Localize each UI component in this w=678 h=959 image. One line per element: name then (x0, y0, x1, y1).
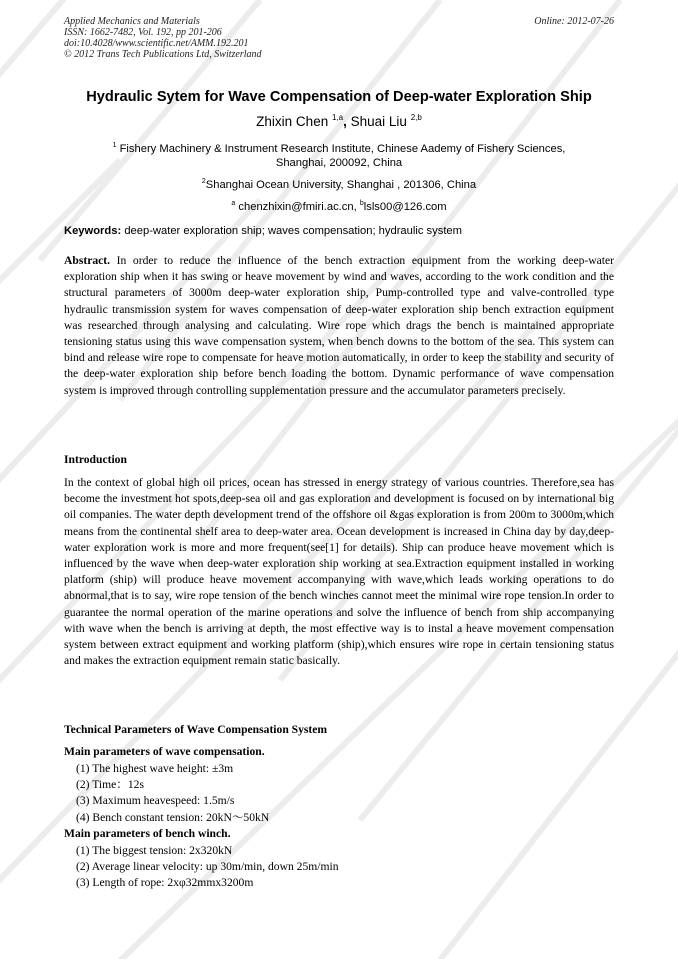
journal-name: Applied Mechanics and Materials (64, 16, 200, 27)
email-mark: a (231, 200, 236, 207)
doi-line: doi:10.4028/www.scientific.net/AMM.192.201 (64, 38, 249, 49)
author-affil-mark: 1,a (331, 113, 344, 122)
abstract-label: Abstract. (64, 254, 111, 267)
author-name: Shuai Liu (350, 114, 407, 129)
email-a: chenzhixin@fmiri.ac.cn, (238, 201, 357, 213)
list-item: (3) Length of rope: 2xφ32mmx3200m (76, 876, 254, 890)
wave-params-list (76, 761, 269, 826)
affiliation-1 (70, 139, 608, 170)
winch-params-heading: Main parameters of bench winch. (64, 827, 231, 840)
keywords-text: deep-water exploration ship; waves compensation; hydraulic system (124, 225, 462, 237)
introduction-heading: Introduction (64, 453, 127, 466)
issn-line: ISSN: 1662-7482, Vol. 192, pp 201-206 (64, 27, 222, 38)
author-affil-mark: 2,b (410, 113, 422, 122)
author-line (40, 113, 638, 129)
journal-header (64, 16, 262, 60)
affil-mark: 1 (112, 142, 117, 149)
affiliation-2 (70, 175, 608, 192)
abstract-text: In order to reduce the influence of the bench extraction equipment from the working deep-water exploration ship when it has swing or heave movement by wind and waves, according to the work condition and the structural parameters of 3000m deep-water exploration ship, Pump-controlled type and valve-controlled type hydraulic transmission system for waves compensation of deep-water exploration ship bench extraction equipment was researched through analysing and calculating. Wire rope which drags the bench is maintained appropriate tensioning status using this wave compensation system, when bench downs to the bottom of the sea. This system can bind and release wire rope to compensate for heave motion automatically, in order to keep the stability and security of the deep-water exploration ship before bench loading the bottom. Dynamic performance of wave compensation system is improved through controlling supplementation pressure and the accumulator parameters precisely. (64, 254, 614, 397)
abstract (64, 253, 614, 399)
affil-text: Shanghai, 200092, China (275, 157, 403, 169)
keywords-label: Keywords: (64, 225, 122, 237)
copyright-line: © 2012 Trans Tech Publications Ltd, Switzerland (64, 49, 262, 60)
wave-params-heading: Main parameters of wave compensation. (64, 745, 265, 758)
winch-params-list (76, 843, 339, 892)
introduction-text: In the context of global high oil prices, ocean has stressed in energy strategy of various countries. Therefore,sea has become the investment hot spots,deep-sea oil and gas exploration and development is focused on by international big oil companies. The water depth development trend of the offshore oil &gas exploration is from 200m to 3000m,which means from the continental shelf area to deep-water area. Ocean development is increased in China day by day,deep-water exploration work is more and more frequent(see[1] for details). Ship can produce heave movement which is influenced by the wave when deep-water exploration ship working at sea.Extraction equipment installed in working platform (ship) will produce heave movement accompanying with wave,which leads working operations to do abnormal,that is to say, wire rope tension of the bench winches cannot meet the minimal wire rope tension.In order to guarantee the normal operation of the marine operations and solve the influence of bench from ship accompanying with wave when the bench is arriving at depth, the most effective way is to instal a heave movement compensation system between extract equipment and working platform (ship),which ensures wire rope in certain tensioning status and makes the extraction equipment remain static basically. (64, 476, 614, 668)
online-date: Online: 2012-07-26 (534, 16, 614, 27)
list-item: (2) Time：12s (76, 778, 144, 792)
list-item: (1) The highest wave height: ±3m (76, 762, 234, 775)
keywords (64, 225, 462, 237)
email-mark: b (359, 200, 364, 207)
list-item: (3) Maximum heavespeed: 1.5m/s (76, 794, 235, 808)
author-emails (70, 197, 608, 214)
paper-title: Hydraulic Sytem for Wave Compensation of Deep-water Exploration Ship (86, 89, 592, 105)
technical-heading: Technical Parameters of Wave Compensation System (64, 723, 328, 736)
affil-mark: 2 (201, 178, 206, 185)
affil-text: Fishery Machinery & Instrument Research Institute, Chinese Aademy of Fishery Sciences, (119, 143, 566, 155)
email-b: lsls00@126.com (363, 201, 447, 213)
author-separator: , (343, 114, 347, 129)
affil-text: Shanghai Ocean University, Shanghai , 201306, China (205, 179, 477, 191)
list-item: (2) Average linear velocity: up 30m/min, down 25m/min (76, 860, 339, 874)
list-item: (1) The biggest tension: 2x320kN (76, 844, 233, 857)
author-name: Zhixin Chen (256, 114, 329, 129)
list-item: (4) Bench constant tension: 20kN～50kN (76, 810, 270, 824)
